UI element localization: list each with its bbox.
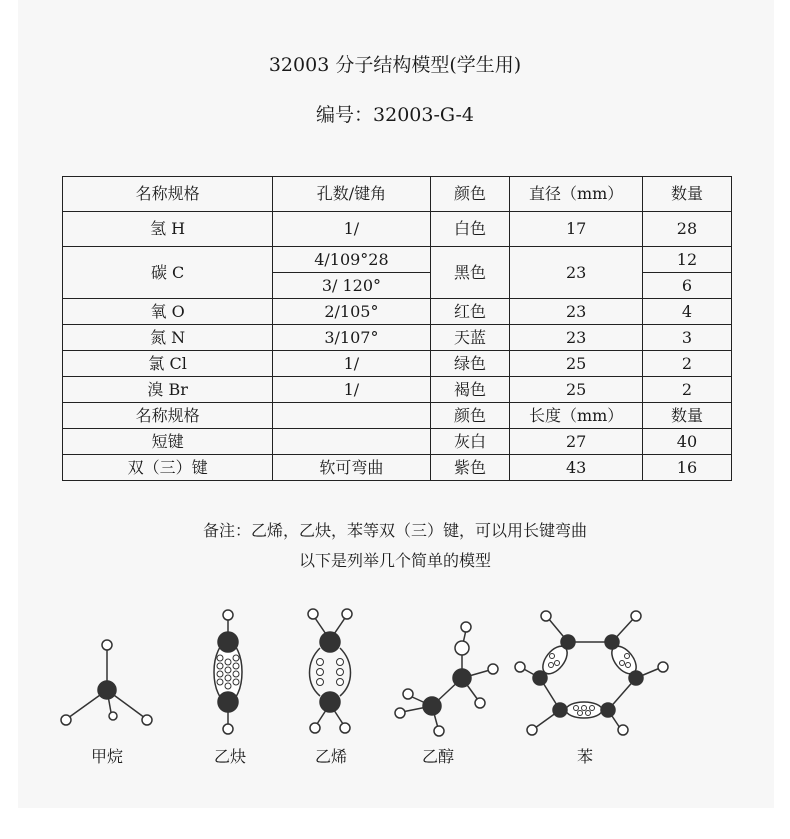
product-code: 编号：32003-G-4 — [316, 104, 474, 126]
table-cell: 23 — [510, 325, 643, 351]
table-header-row — [63, 177, 732, 212]
ethanol-label: 乙醇 — [421, 747, 454, 766]
table-cell: 4/109°28 — [273, 247, 430, 273]
examples-note: 以下是列举几个简单的模型 — [298, 551, 491, 570]
table-cell: 17 — [510, 212, 643, 247]
header-cell: 孔数/键角 — [273, 177, 430, 212]
table-cell: 碳 C — [63, 247, 273, 299]
table-cell: 28 — [642, 212, 731, 247]
table-cell: 23 — [510, 299, 643, 325]
header-cell: 名称规格 — [63, 177, 273, 212]
table-row — [63, 212, 732, 247]
ethylene-model — [308, 609, 352, 733]
table-cell: 4 — [642, 299, 731, 325]
table-row — [63, 377, 732, 403]
table-cell: 3 — [642, 325, 731, 351]
table-cell: 白色 — [430, 212, 510, 247]
table-cell: 16 — [642, 455, 731, 481]
table-cell: 1/ — [273, 212, 430, 247]
table-cell: 短键 — [63, 429, 273, 455]
document-title: 32003 分子结构模型(学生用) — [268, 54, 522, 76]
table-cell: 紫色 — [430, 455, 510, 481]
molecule-models-illustration — [0, 600, 790, 740]
ethanol-model — [395, 622, 498, 736]
acetylene-model — [214, 610, 242, 734]
table-cell: 3/ 120° — [273, 273, 430, 299]
methane-model — [61, 640, 152, 725]
header-cell: 颜色 — [430, 403, 510, 429]
table-row — [63, 247, 732, 273]
table-cell: 2/105° — [273, 299, 430, 325]
table-cell: 23 — [510, 247, 643, 299]
table-cell: 绿色 — [430, 351, 510, 377]
table-cell: 43 — [510, 455, 643, 481]
table-cell: 氧 O — [63, 299, 273, 325]
table-cell: 黑色 — [430, 247, 510, 299]
table-cell: 天蓝 — [430, 325, 510, 351]
table-cell: 2 — [642, 351, 731, 377]
table-cell: 软可弯曲 — [273, 455, 430, 481]
table-cell: 25 — [510, 377, 643, 403]
table-cell: 25 — [510, 351, 643, 377]
header-cell: 长度（mm） — [510, 403, 643, 429]
header-cell: 数量 — [642, 177, 731, 212]
header-cell: 直径（mm） — [510, 177, 643, 212]
benzene-model — [515, 611, 668, 735]
table-cell: 氢 H — [63, 212, 273, 247]
bond-header-row — [63, 403, 732, 429]
benzene-label: 苯 — [576, 747, 593, 766]
table-cell — [273, 429, 430, 455]
table-cell: 2 — [642, 377, 731, 403]
table-row — [63, 455, 732, 481]
table-row — [63, 429, 732, 455]
table-row — [63, 351, 732, 377]
header-cell: 名称规格 — [63, 403, 273, 429]
methane-label: 甲烷 — [90, 747, 123, 766]
spec-table — [62, 176, 732, 481]
table-row — [63, 299, 732, 325]
table-cell: 6 — [642, 273, 731, 299]
table-cell: 12 — [642, 247, 731, 273]
table-cell: 氯 Cl — [63, 351, 273, 377]
header-cell — [273, 403, 430, 429]
table-cell: 褐色 — [430, 377, 510, 403]
table-cell: 40 — [642, 429, 731, 455]
table-cell: 红色 — [430, 299, 510, 325]
table-cell: 3/107° — [273, 325, 430, 351]
header-cell: 颜色 — [430, 177, 510, 212]
table-cell: 双（三）键 — [63, 455, 273, 481]
ethylene-label: 乙烯 — [314, 747, 347, 766]
remark-note: 备注：乙烯，乙炔，苯等双（三）键，可以用长键弯曲 — [202, 521, 587, 540]
table-cell: 1/ — [273, 351, 430, 377]
table-cell: 灰白 — [430, 429, 510, 455]
table-cell: 27 — [510, 429, 643, 455]
table-cell: 溴 Br — [63, 377, 273, 403]
table-cell: 氮 N — [63, 325, 273, 351]
table-cell: 1/ — [273, 377, 430, 403]
table-row — [63, 325, 732, 351]
header-cell: 数量 — [642, 403, 731, 429]
acetylene-label: 乙炔 — [213, 747, 246, 766]
